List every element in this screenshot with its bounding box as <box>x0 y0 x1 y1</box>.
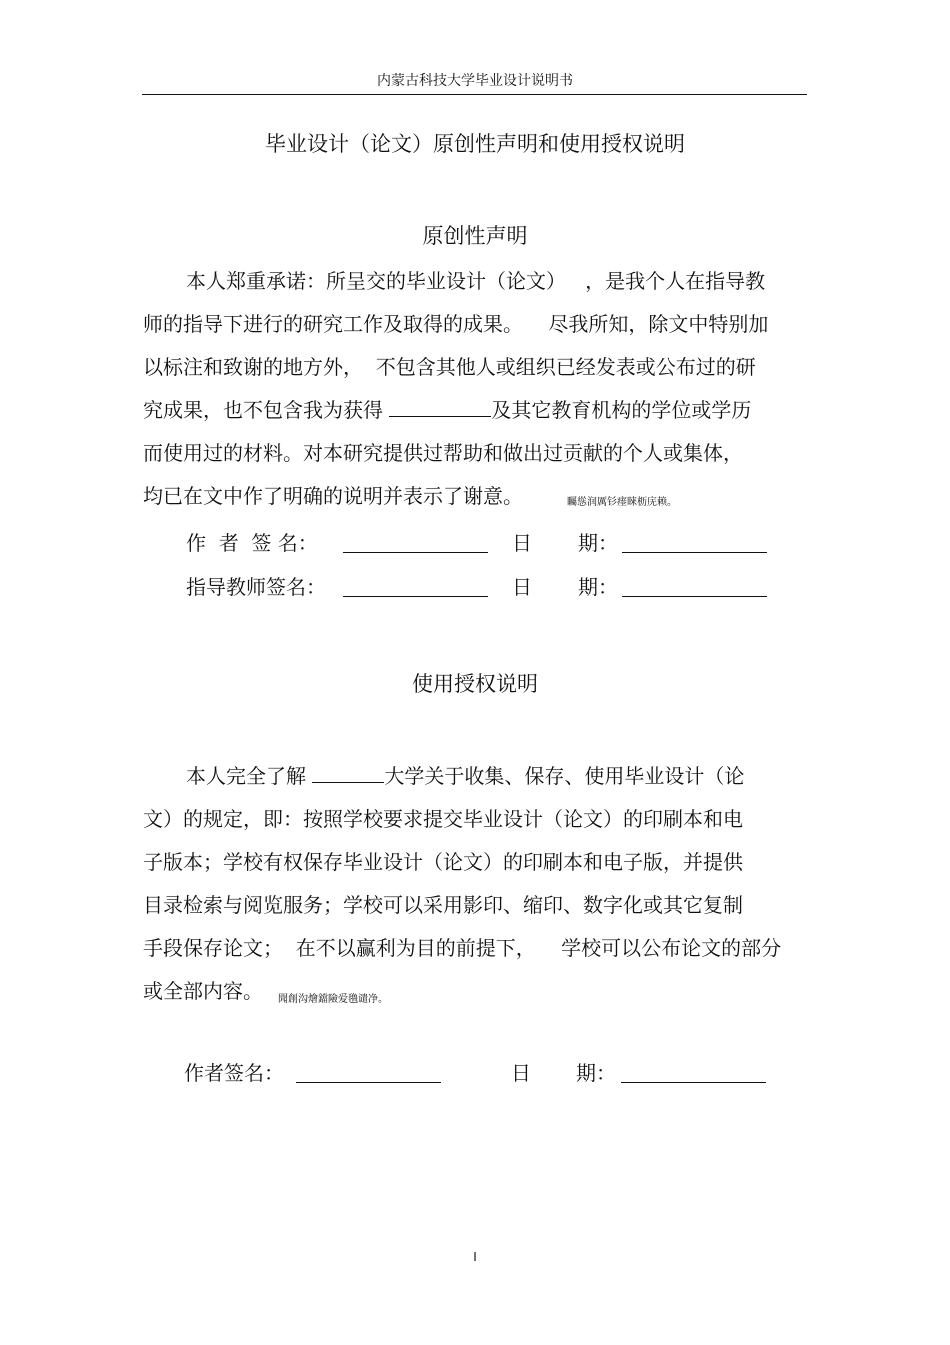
originality-text-1: 本人郑重承诺：所呈交的毕业设计（论文） ，是我个人在指导教 <box>186 269 766 293</box>
author-date-field[interactable] <box>622 534 767 553</box>
authorization-text-1b: 大学关于收集、保存、使用毕业设计（论 <box>384 764 745 788</box>
originality-line-1 <box>186 268 765 294</box>
authorization-text-5: 手段保存论文； 在不以赢利为目的前提下， 学校可以公布论文的部分 <box>143 936 782 960</box>
auth-date-field[interactable] <box>621 1064 766 1083</box>
originality-line-6 <box>143 483 523 509</box>
document-title: 毕业设计（论文）原创性声明和使用授权说明 <box>265 132 685 156</box>
originality-text-4b: 及其它教育机构的学位或学历 <box>491 398 752 422</box>
originality-text-5: 而使用过的材料。对本研究提供过帮助和做出过贡献的个人或集体， <box>143 441 743 465</box>
originality-line-2 <box>143 311 768 337</box>
originality-line-4 <box>143 397 751 423</box>
page-number: I <box>473 1250 477 1264</box>
authorization-text-2: 文）的规定，即：按照学校要求提交毕业设计（论文）的印刷本和电 <box>143 807 743 831</box>
advisor-date-label-char-2: 期： <box>578 575 618 599</box>
originality-text-4a: 究成果，也不包含我为获得 <box>143 398 390 422</box>
university-name-blank <box>312 764 384 783</box>
auth-date-label-char-2: 期： <box>576 1061 616 1085</box>
advisor-sign-field[interactable] <box>343 578 488 597</box>
originality-text-3: 以标注和致谢的地方外， 不包含其他人或组织已经发表或公布过的研 <box>143 355 756 379</box>
auth-author-sign-label-text: 作者签名： <box>184 1061 284 1085</box>
originality-heading: 原创性声明 <box>422 224 528 248</box>
originality-line-3 <box>143 354 756 380</box>
authorization-line-2 <box>143 806 743 832</box>
originality-text-6: 均已在文中作了明确的说明并表示了谢意。 <box>143 484 523 508</box>
authorization-line-1 <box>186 763 744 789</box>
degree-institution-blank <box>389 398 491 417</box>
authorization-line-3 <box>143 849 743 875</box>
advisor-sign-label-text: 指导教师签名： <box>186 575 326 599</box>
header-rule <box>142 94 807 95</box>
authorization-text-3: 子版本；学校有权保存毕业设计（论文）的印刷本和电子版，并提供 <box>143 850 743 874</box>
authorization-text-1a: 本人完全了解 <box>186 764 313 788</box>
authorization-noise-text: 聞創沟燴鐺險爱氇谴净。 <box>278 994 388 1005</box>
author-sign-label <box>186 530 318 556</box>
authorization-heading: 使用授权说明 <box>412 672 538 696</box>
page-header: 内蒙古科技大学毕业设计说明书 <box>377 73 573 89</box>
auth-date-label-char-1: 日 <box>511 1061 531 1085</box>
originality-line-5 <box>143 440 743 466</box>
authorization-line-4 <box>143 892 743 918</box>
date-label-char-1: 日 <box>512 531 532 555</box>
auth-author-sign-field[interactable] <box>296 1064 441 1083</box>
authorization-line-6 <box>143 978 263 1004</box>
authorization-text-6: 或全部内容。 <box>143 979 263 1003</box>
author-sign-label-text: 作 者 签 名： <box>186 531 318 555</box>
originality-noise-text: 矚慫润厲钐瘗睞枥庑赖。 <box>567 497 677 508</box>
date-label-char-2: 期： <box>578 531 618 555</box>
advisor-date-field[interactable] <box>622 578 767 597</box>
advisor-sign-label <box>186 574 326 600</box>
originality-text-2: 师的指导下进行的研究工作及取得的成果。 尽我所知，除文中特别加 <box>143 312 769 336</box>
auth-author-sign-label <box>184 1060 284 1086</box>
authorization-line-5 <box>143 935 781 961</box>
authorization-text-4: 目录检索与阅览服务；学校可以采用影印、缩印、数字化或其它复制 <box>143 893 743 917</box>
advisor-date-label-char-1: 日 <box>512 575 532 599</box>
author-sign-field[interactable] <box>343 534 488 553</box>
